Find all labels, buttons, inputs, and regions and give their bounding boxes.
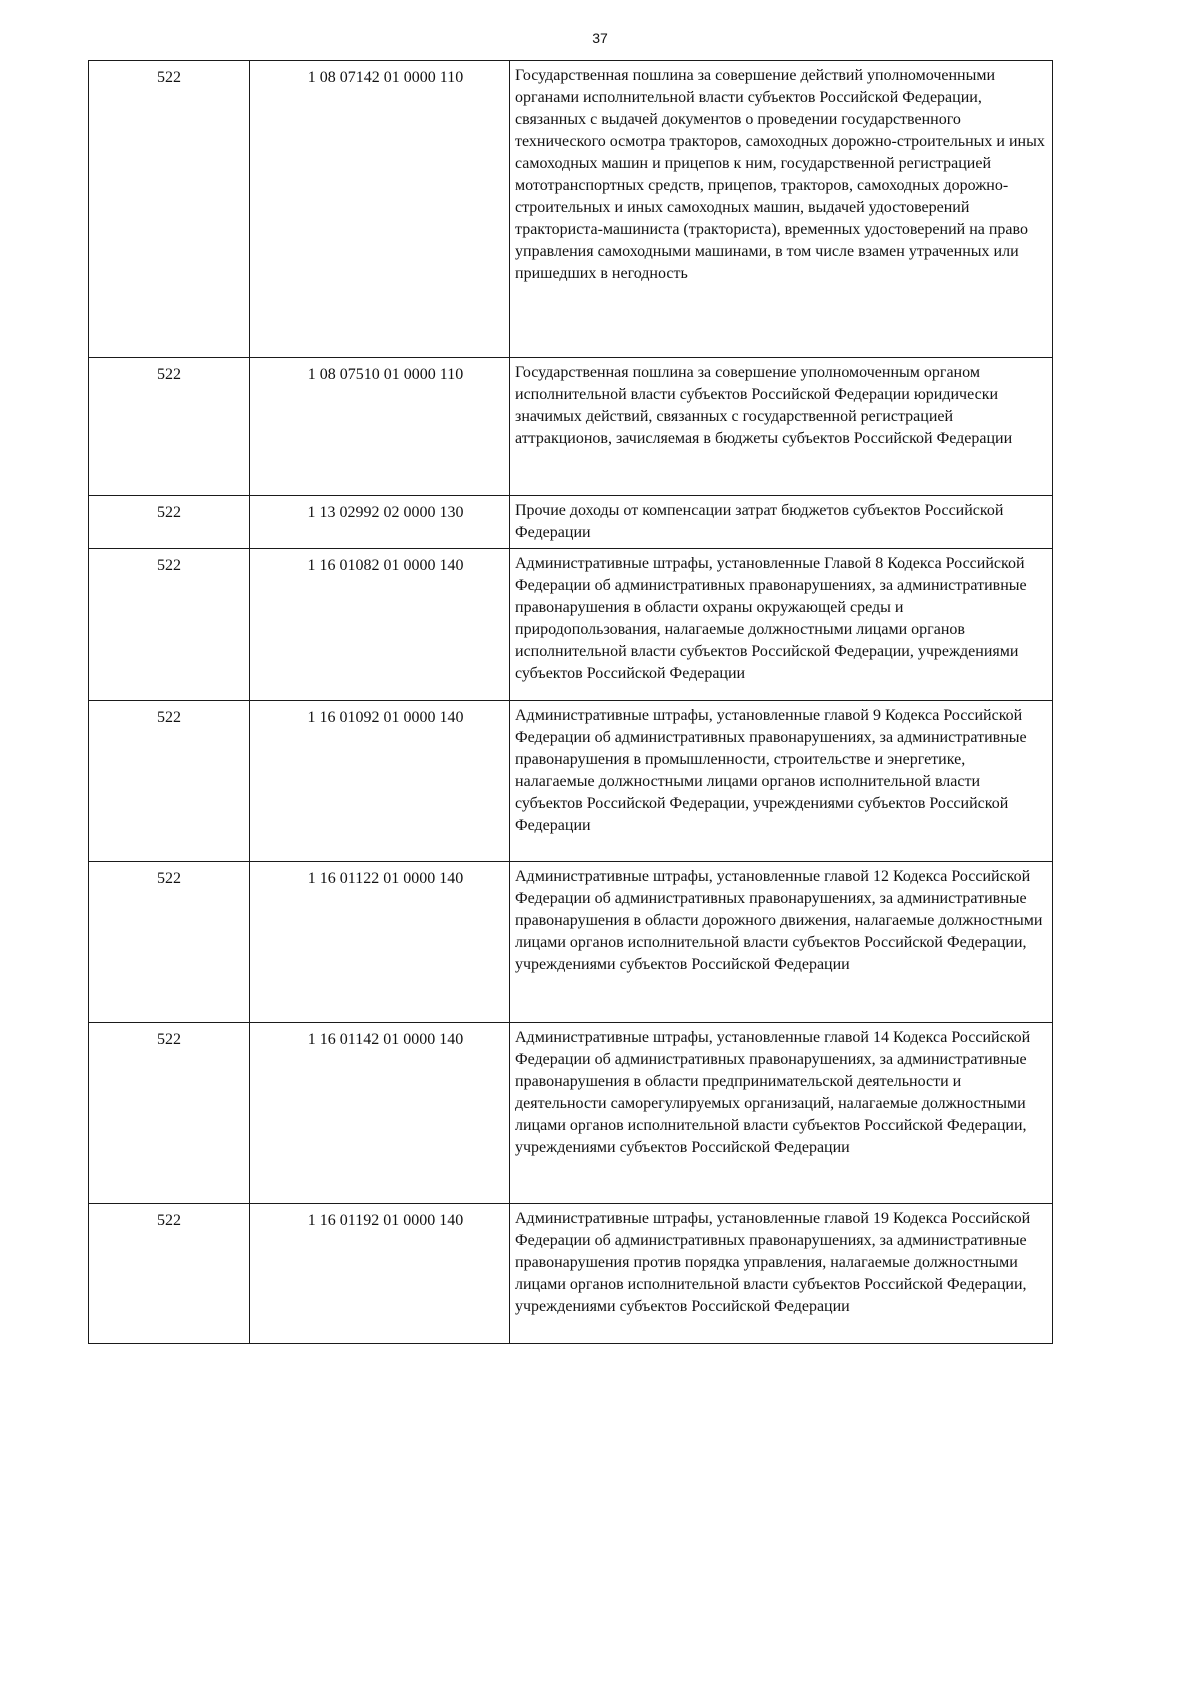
income-code-cell: 1 16 01142 01 0000 140: [250, 1023, 510, 1204]
income-codes-table: [88, 60, 1053, 1344]
income-code-cell: 1 08 07142 01 0000 110: [250, 61, 510, 358]
admin-code-cell: 522: [89, 358, 250, 496]
income-code-cell: 1 16 01192 01 0000 140: [250, 1204, 510, 1344]
table-row: [89, 496, 1053, 549]
table-row: [89, 61, 1053, 358]
admin-code-cell: 522: [89, 1204, 250, 1344]
admin-code-cell: 522: [89, 701, 250, 862]
table-row: [89, 1204, 1053, 1344]
description-cell: Государственная пошлина за совершение действий уполномоченными органами исполнительной власти субъектов Российской Федерации, связанных с выдачей документов о проведении государственного технического осмотра тракторов, самоходных дорожно-строительных и иных самоходных машин и прицепов к ним, государственной регистрацией мототранспортных средств, прицепов, тракторов, самоходных дорожно-строительных и иных самоходных машин, выдачей удостоверений тракториста-машиниста (тракториста), временных удостоверений на право управления самоходными машинами, в том числе взамен утраченных или пришедших в негодность: [510, 61, 1053, 358]
table-row: [89, 1023, 1053, 1204]
admin-code-cell: 522: [89, 61, 250, 358]
admin-code-cell: 522: [89, 1023, 250, 1204]
table-row: [89, 862, 1053, 1023]
description-cell: Прочие доходы от компенсации затрат бюджетов субъектов Российской Федерации: [510, 496, 1053, 549]
description-cell: Административные штрафы, установленные главой 19 Кодекса Российской Федерации об административных правонарушениях, за административные правонарушения против порядка управления, налагаемые должностными лицами органов исполнительной власти субъектов Российской Федерации, учреждениями субъектов Российской Федерации: [510, 1204, 1053, 1344]
description-cell: Административные штрафы, установленные главой 14 Кодекса Российской Федерации об административных правонарушениях, за административные правонарушения в области предпринимательской деятельности и деятельности саморегулируемых организаций, налагаемые должностными лицами органов исполнительной власти субъектов Российской Федерации, учреждениями субъектов Российской Федерации: [510, 1023, 1053, 1204]
income-code-cell: 1 13 02992 02 0000 130: [250, 496, 510, 549]
description-cell: Государственная пошлина за совершение уполномоченным органом исполнительной власти субъектов Российской Федерации юридически значимых действий, связанных с государственной регистрацией аттракционов, зачисляемая в бюджеты субъектов Российской Федерации: [510, 358, 1053, 496]
income-code-cell: 1 16 01092 01 0000 140: [250, 701, 510, 862]
income-code-cell: 1 16 01082 01 0000 140: [250, 549, 510, 701]
admin-code-cell: 522: [89, 549, 250, 701]
page-number: 37: [592, 30, 608, 46]
income-code-cell: 1 16 01122 01 0000 140: [250, 862, 510, 1023]
admin-code-cell: 522: [89, 496, 250, 549]
admin-code-cell: 522: [89, 862, 250, 1023]
table-row: [89, 549, 1053, 701]
description-cell: Административные штрафы, установленные главой 12 Кодекса Российской Федерации об административных правонарушениях, за административные правонарушения в области дорожного движения, налагаемые должностными лицами органов исполнительной власти субъектов Российской Федерации, учреждениями субъектов Российской Федерации: [510, 862, 1053, 1023]
income-code-cell: 1 08 07510 01 0000 110: [250, 358, 510, 496]
description-cell: Административные штрафы, установленные Главой 8 Кодекса Российской Федерации об административных правонарушениях, за административные правонарушения в области охраны окружающей среды и природопользования, налагаемые должностными лицами органов исполнительной власти субъектов Российской Федерации, учреждениями субъектов Российской Федерации: [510, 549, 1053, 701]
table-row: [89, 358, 1053, 496]
description-cell: Административные штрафы, установленные главой 9 Кодекса Российской Федерации об административных правонарушениях, за административные правонарушения в промышленности, строительстве и энергетике, налагаемые должностными лицами органов исполнительной власти субъектов Российской Федерации, учреждениями субъектов Российской Федерации: [510, 701, 1053, 862]
table-row: [89, 701, 1053, 862]
